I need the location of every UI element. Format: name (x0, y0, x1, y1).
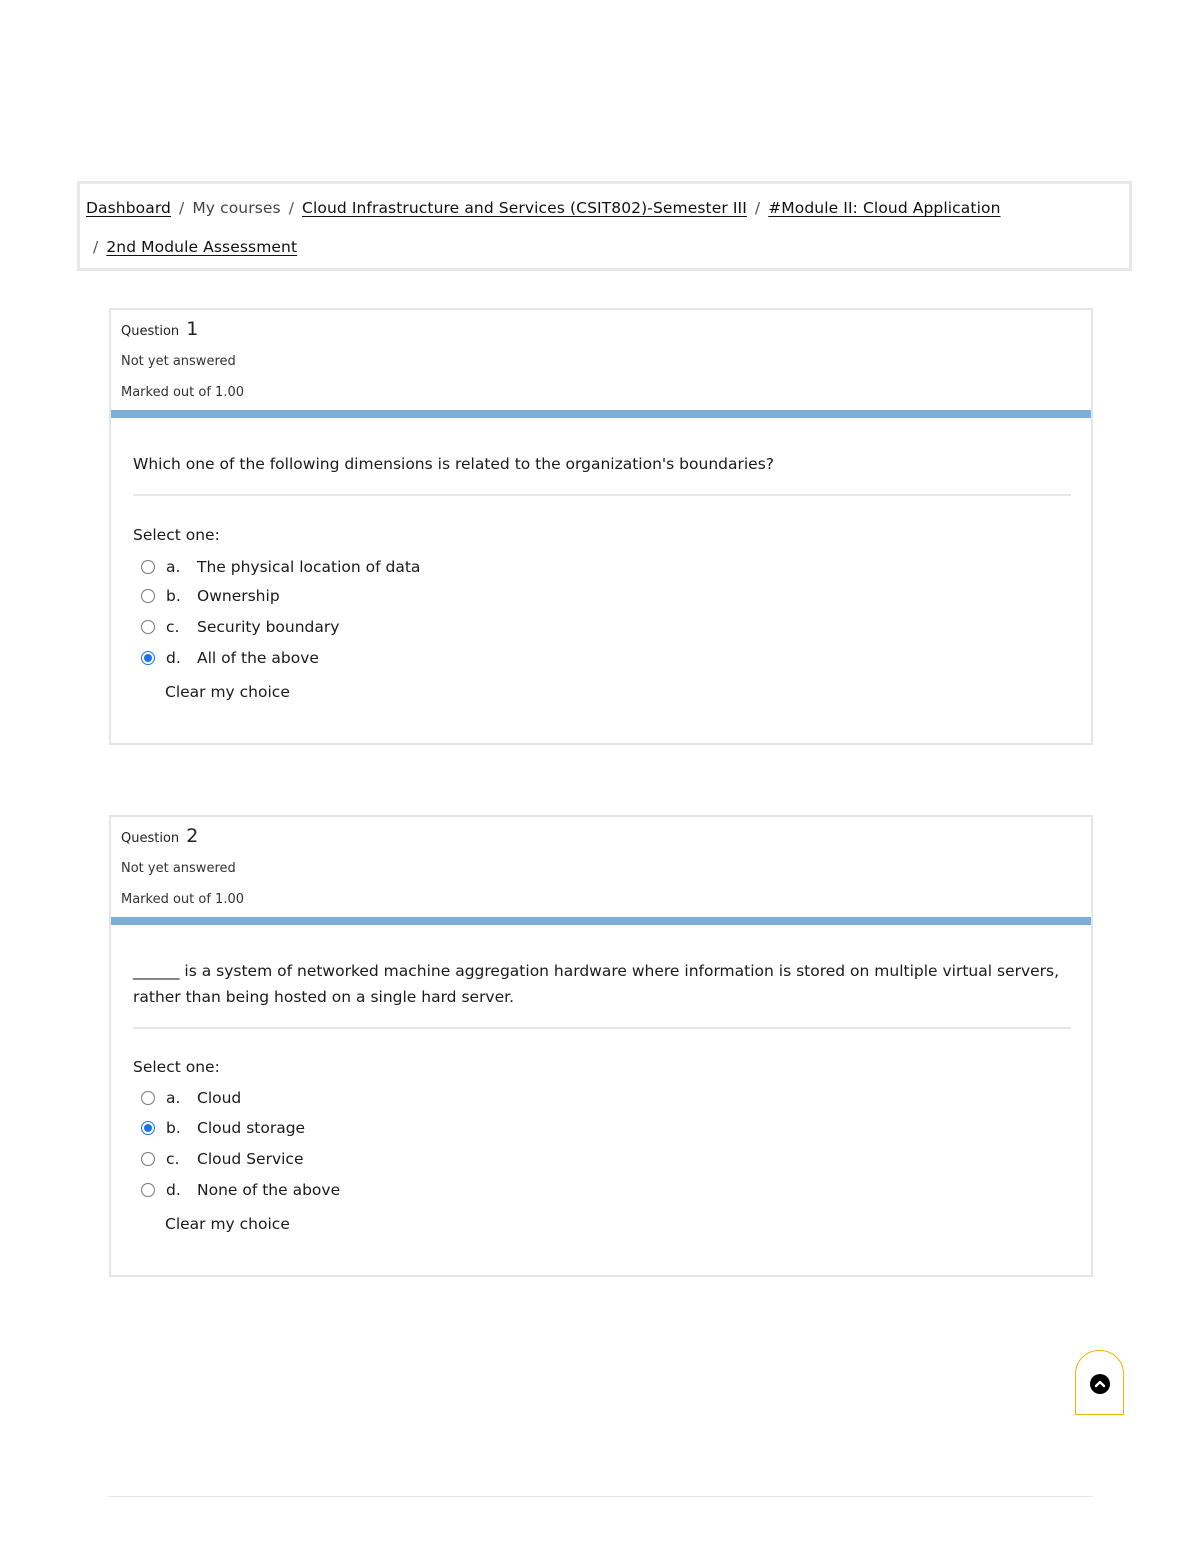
option-letter: b. (166, 587, 181, 605)
radio-button[interactable] (141, 620, 155, 634)
option-label: Security boundary (197, 618, 340, 636)
breadcrumb-my-courses: My courses (192, 199, 281, 217)
breadcrumb-assessment-link[interactable]: 2nd Module Assessment (106, 238, 298, 256)
breadcrumb-row (86, 199, 1001, 217)
radio-button[interactable] (141, 560, 155, 574)
option-label: Ownership (197, 587, 280, 605)
radio-button-checked[interactable] (141, 1121, 155, 1135)
radio-button[interactable] (141, 1183, 155, 1197)
question-info-bar (111, 410, 1091, 418)
question-info (111, 817, 1091, 917)
option-label: Cloud Service (197, 1150, 304, 1168)
question-state: Not yet answered (121, 354, 236, 369)
clear-my-choice-link[interactable]: Clear my choice (165, 1215, 290, 1233)
question-card-1 (109, 308, 1093, 745)
question-title (121, 318, 198, 340)
breadcrumb (77, 181, 1132, 271)
breadcrumb-separator: / (93, 238, 99, 256)
clear-my-choice-link[interactable]: Clear my choice (165, 683, 290, 701)
back-to-top-button[interactable] (1075, 1350, 1124, 1415)
radio-button[interactable] (141, 1091, 155, 1105)
question-title (121, 825, 198, 847)
breadcrumb-row (93, 238, 297, 256)
select-one-label: Select one: (133, 1058, 220, 1076)
option-letter: a. (166, 558, 181, 576)
option-label: The physical location of data (197, 558, 421, 576)
question-number: 1 (186, 318, 199, 340)
question-text: ______ is a system of networked machine aggregation hardware where information is stored on multiple virtual servers, rather than being hosted on a single hard server. (133, 962, 1060, 1006)
breadcrumb-separator: / (179, 199, 185, 217)
breadcrumb-dashboard-link[interactable]: Dashboard (86, 199, 171, 217)
question-info (111, 310, 1091, 410)
option-label: Cloud (197, 1089, 242, 1107)
breadcrumb-separator: / (288, 199, 295, 217)
breadcrumb-course-link[interactable]: Cloud Infrastructure and Services (CSIT802)-Semester III (302, 199, 747, 217)
question-mark: Marked out of 1.00 (121, 892, 245, 907)
arrow-up-circle-icon (1090, 1374, 1110, 1394)
radio-button[interactable] (141, 589, 155, 603)
question-title-prefix: Question (121, 831, 180, 846)
option-letter: d. (166, 1181, 181, 1199)
option-letter: a. (166, 1089, 181, 1107)
question-number: 2 (186, 825, 199, 847)
breadcrumb-separator: / (754, 199, 761, 217)
option-label: None of the above (197, 1181, 341, 1199)
option-label: All of the above (197, 649, 319, 667)
option-letter: d. (166, 649, 181, 667)
question-mark: Marked out of 1.00 (121, 385, 245, 400)
question-text: Which one of the following dimensions is related to the organization's boundaries? (133, 455, 775, 473)
question-divider (133, 1027, 1071, 1029)
option-letter: c. (166, 1150, 180, 1168)
footer-divider (109, 1496, 1093, 1497)
question-state: Not yet answered (121, 861, 236, 876)
radio-button[interactable] (141, 1152, 155, 1166)
question-info-bar (111, 917, 1091, 925)
option-letter: b. (166, 1119, 181, 1137)
question-divider (133, 494, 1071, 496)
option-label: Cloud storage (197, 1119, 306, 1137)
select-one-label: Select one: (133, 526, 220, 544)
option-letter: c. (166, 618, 180, 636)
radio-button-checked[interactable] (141, 651, 155, 665)
question-title-prefix: Question (121, 324, 180, 339)
breadcrumb-module-link[interactable]: #Module II: Cloud Application (768, 199, 1001, 217)
question-card-2 (109, 815, 1093, 1277)
